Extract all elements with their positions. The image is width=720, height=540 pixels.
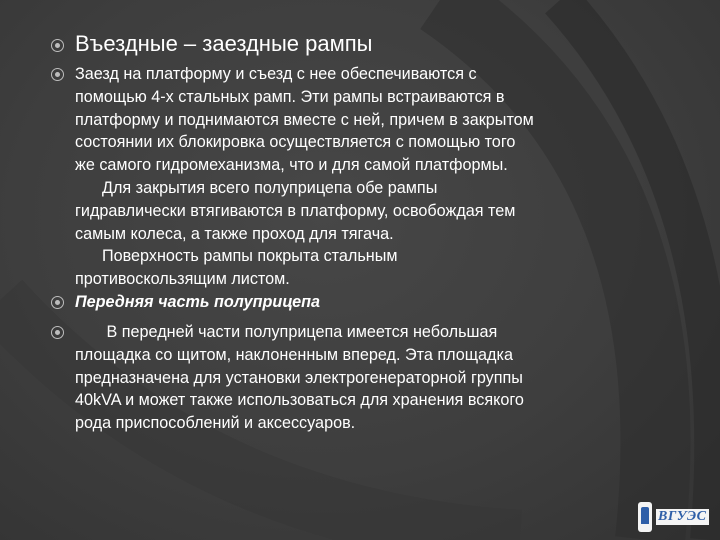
paragraph-line: В передней части полуприцепа имеется небольшая <box>75 323 498 341</box>
paragraph-line: состоянии их блокировка осуществляется с помощью того <box>75 133 516 152</box>
subheading-text: Передняя часть полуприцепа <box>75 293 321 311</box>
paragraph-line: Для закрытия всего полуприцепа обе рампы <box>75 178 438 197</box>
bullet-icon <box>51 326 64 339</box>
paragraph-line: же самого гидромеханизма, что и для самой платформы. <box>75 156 508 175</box>
paragraph-line: платформу и поднимаются вместе с ней, причем в закрытом <box>75 110 534 129</box>
title-text: Въездные – заездные рампы <box>75 31 373 56</box>
paragraph-line: 40kVA и может также использоваться для хранения всякого <box>75 391 524 410</box>
paragraph-line: противоскользящим листом. <box>75 270 290 289</box>
slide-title <box>75 31 635 57</box>
bullet-icon <box>51 39 64 52</box>
logo-emblem-icon <box>638 502 652 532</box>
university-logo <box>638 500 710 536</box>
paragraph-line: рода приспособлений и аксессуаров. <box>75 414 356 433</box>
paragraph-line: предназначена для установки электрогенераторной группы <box>75 368 523 387</box>
paragraph-line: самым колеса, а также проход для тягача. <box>75 224 394 243</box>
bullet-front-section-heading <box>75 291 635 314</box>
paragraph-line: площадка со щитом, наклоненным вперед. Эта площадка <box>75 345 513 364</box>
bullet-icon <box>51 68 64 81</box>
paragraph-line: гидравлически втягиваются в платформу, освобождая тем <box>75 201 516 220</box>
bullet-paragraph-front <box>75 321 635 435</box>
logo-text: ВГУЭС <box>658 509 707 524</box>
bullet-paragraph-ramps <box>75 63 635 291</box>
bullet-icon <box>51 296 64 309</box>
paragraph-line: помощью 4-х стальных рамп. Эти рампы встраиваются в <box>75 87 505 106</box>
paragraph-line: Поверхность рампы покрыта стальным <box>75 247 398 266</box>
paragraph-line: Заезд на платформу и съезд с нее обеспечиваются с <box>75 65 477 83</box>
